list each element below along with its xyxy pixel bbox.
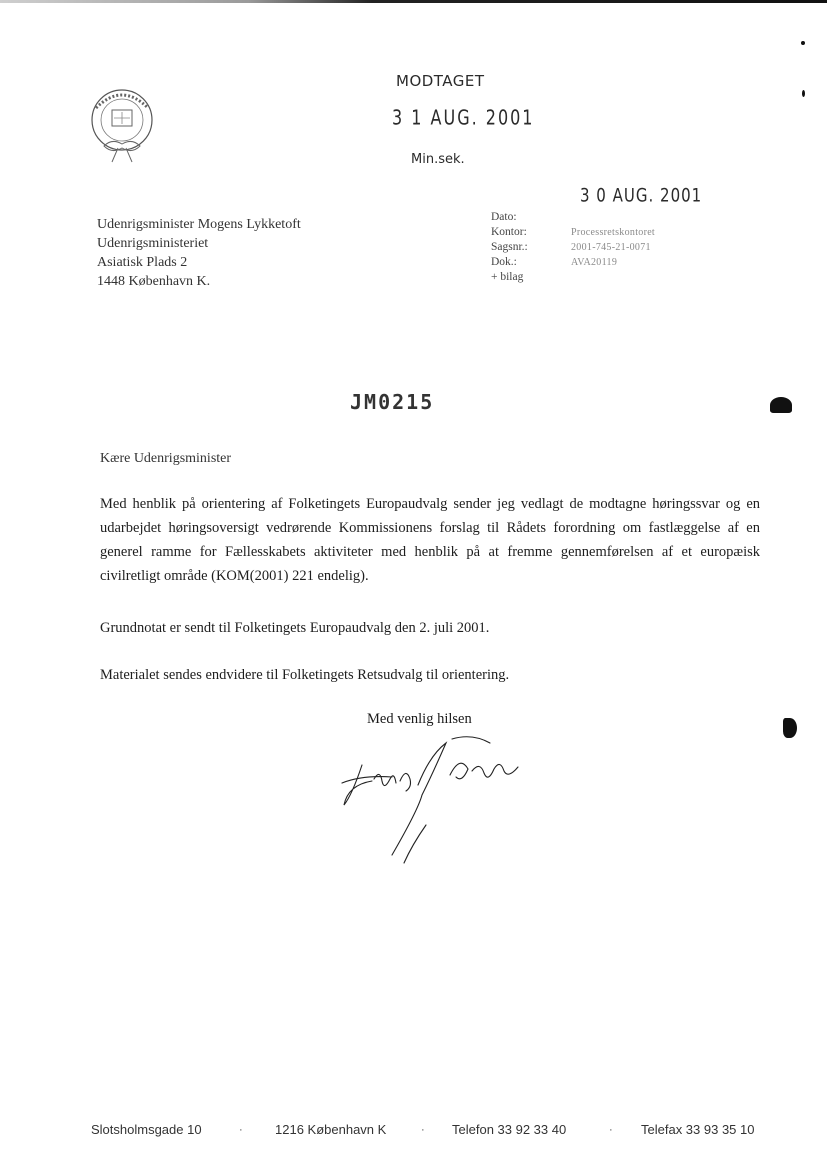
journal-number-stamp: JM0215 — [350, 390, 435, 414]
footer-separator: · — [421, 1124, 425, 1136]
dato-label: Dato: — [491, 211, 517, 223]
recipient-name: Udenrigsminister Mogens Lykketoft — [97, 217, 301, 232]
footer-address: Slotsholmsgade 10 — [91, 1122, 202, 1137]
scan-artifact — [770, 397, 792, 413]
kontor-value: Processretskontoret — [571, 227, 656, 238]
handwritten-signature — [322, 735, 532, 865]
dok-label: Dok.: — [491, 256, 517, 268]
department-stamp: Min.sek. — [411, 152, 465, 167]
kontor-label: Kontor: — [491, 226, 527, 238]
closing-phrase: Med venlig hilsen — [367, 711, 472, 727]
scan-artifact — [802, 90, 805, 97]
received-date-stamp: 3 1 AUG. 2001 — [392, 105, 535, 130]
footer-phone: Telefon 33 92 33 40 — [452, 1122, 567, 1137]
scan-artifact — [801, 41, 805, 45]
sagsnr-label: Sagsnr.: — [491, 241, 528, 253]
footer-separator: · — [239, 1124, 243, 1136]
recipient-street: Asiatisk Plads 2 — [97, 255, 188, 270]
recipient-city: 1448 København K. — [97, 274, 211, 289]
received-stamp: MODTAGET — [396, 72, 485, 90]
sagsnr-value: 2001-745-21-0071 — [571, 242, 651, 253]
scan-top-edge — [0, 0, 827, 3]
body-paragraph-1: Med henblik på orientering af Folketingets Europaudvalg sender jeg vedlagt de modtagne høringssvar og en udarbejdet høringsoversigt vedrørende Kommissionens forslag til Rådets forordning om fastlæggelse af en generel ramme for Fællesskabets aktiviteter med henblik på at fremme gennemførelsen af et europæisk civilretligt område (KOM(2001) 221 endelig). — [100, 496, 760, 584]
recipient-address — [97, 215, 301, 291]
body-paragraph-3: Materialet sendes endvidere til Folketingets Retsudvalg til orientering. — [100, 667, 510, 683]
body-paragraph-2: Grundnotat er sendt til Folketingets Europaudvalg den 2. juli 2001. — [100, 620, 490, 636]
footer-fax: Telefax 33 93 35 10 — [641, 1122, 755, 1137]
dok-value: AVA20119 — [571, 257, 618, 268]
footer-city: 1216 København K — [275, 1122, 387, 1137]
ministry-seal — [84, 84, 160, 166]
scan-artifact — [783, 718, 797, 738]
recipient-organization: Udenrigsministeriet — [97, 236, 209, 251]
footer-separator: · — [609, 1124, 613, 1136]
bilag-label: + bilag — [491, 271, 524, 283]
salutation: Kære Udenrigsminister — [100, 451, 232, 466]
letter-meta-block — [491, 210, 655, 285]
dated-stamp: 3 0 AUG. 2001 — [580, 183, 703, 207]
